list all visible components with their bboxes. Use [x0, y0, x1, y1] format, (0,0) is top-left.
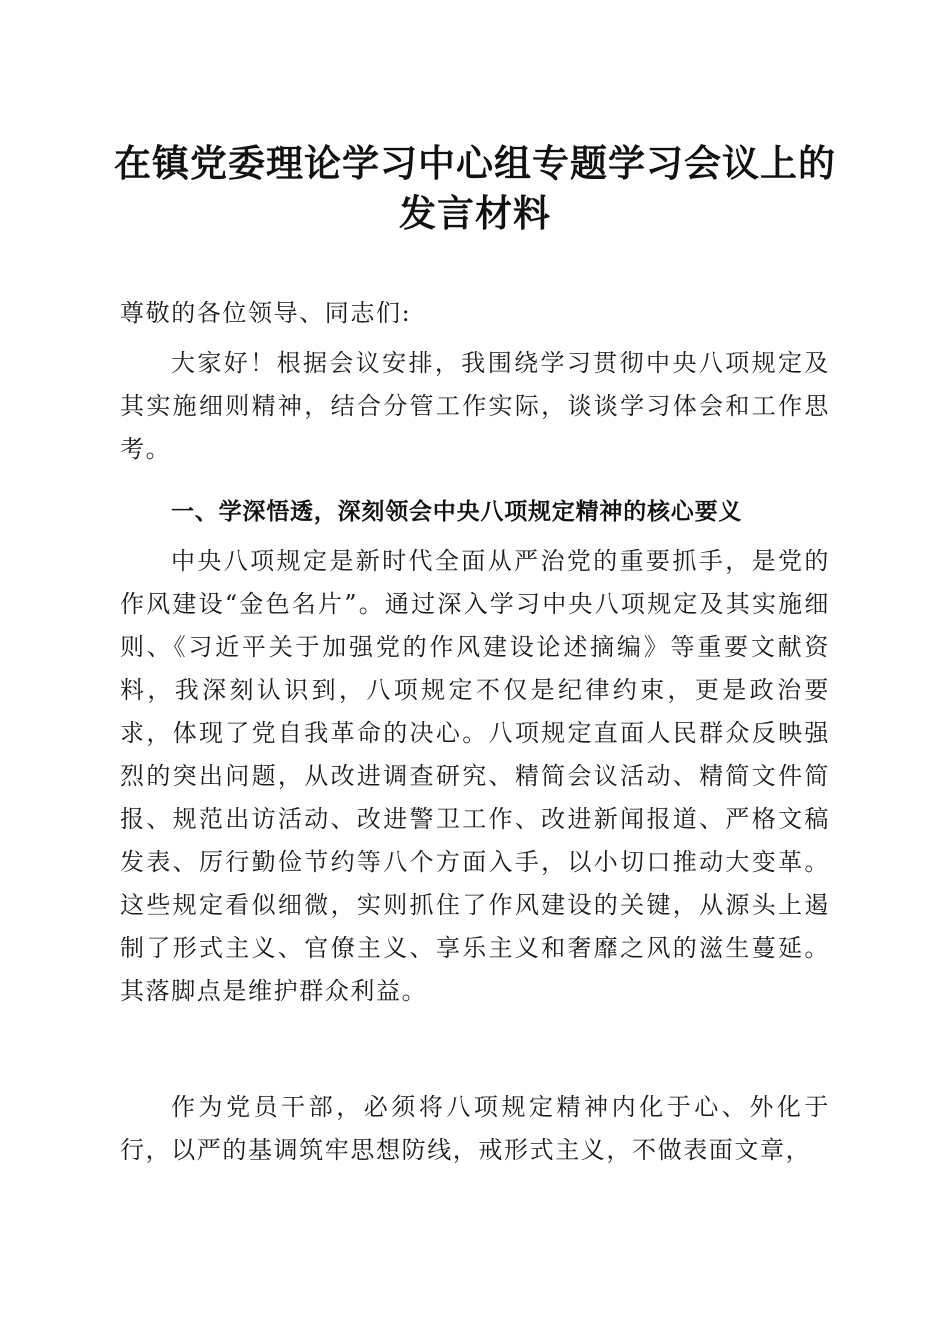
- paragraph-section-1-continued: 作为党员干部，必须将八项规定精神内化于心、外化于行，以严的基调筑牢思想防线，戒形式主义，不做表面文章，: [120, 1093, 830, 1164]
- salutation: 尊敬的各位领导、同志们:: [120, 299, 412, 327]
- paragraph-intro: 大家好！根据会议安排，我围绕学习贯彻中央八项规定及其实施细则精神，结合分管工作实际，谈谈学习体会和工作思考。: [120, 349, 830, 463]
- document-title-line-2: 发言材料: [399, 191, 551, 235]
- paragraph-section-1: 中央八项规定是新时代全面从严治党的重要抓手，是党的作风建设“金色名片”。通过深入学习中央八项规定及其实施细则、《习近平关于加强党的作风建设论述摘编》等重要文献资料，我深刻认识到，八项规定不仅是纪律约束，更是政治要求，体现了党自我革命的决心。八项规定直面人民群众反映强烈的突出问题，从改进调查研究、精简会议活动、精简文件简报、规范出访活动、改进警卫工作、改进新闻报道、严格文稿发表、厉行勤俭节约等八个方面入手，以小切口推动大变革。这些规定看似细微，实则抓住了作风建设的关键，从源头上遏制了形式主义、官僚主义、享乐主义和奢靡之风的滋生蔓延。其落脚点是维护群众利益。: [120, 547, 830, 1005]
- document-title-line-1: 在镇党委理论学习中心组专题学习会议上的: [114, 141, 836, 185]
- section-heading-1: 一、学深悟透，深刻领会中央八项规定精神的核心要义: [171, 499, 743, 525]
